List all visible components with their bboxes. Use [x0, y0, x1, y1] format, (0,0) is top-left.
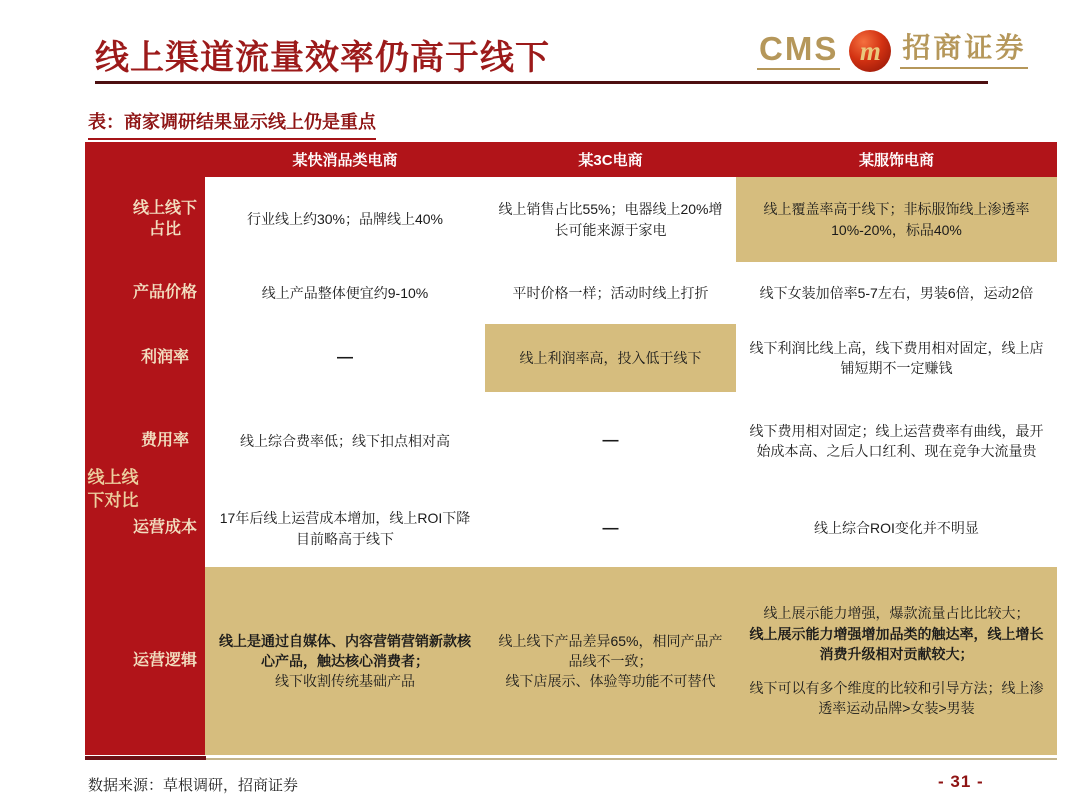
cell-profit-fmcg: — [337, 349, 353, 367]
table-heading: 表：商家调研结果显示线上仍是重点 [88, 108, 376, 140]
comparison-table [85, 142, 1057, 755]
cell-opcost-fmcg: 17年后线上运营成本增加，线上ROI下降目前略高于线下 [219, 510, 471, 547]
cell-logic-apparel-line3: 线下可以有多个维度的比较和引导方法；线上渗透率运动品牌>女装>男装 [749, 680, 1044, 717]
cell-logic-fmcg-bold: 线上是通过自媒体、内容营销营销新款核心产品，触达核心消费者； [219, 632, 471, 669]
cms-logo [757, 26, 1028, 76]
row-label-profit: 利润率 [140, 348, 189, 366]
cell-expense-3c: — [602, 432, 619, 450]
title-underline [95, 81, 988, 84]
cell-logic-fmcg [205, 567, 485, 755]
cell-expense-apparel: 线下费用相对固定；线上运营费率有曲线，最开始成本高、之后人口红利、现在竞争大流量贵 [749, 422, 1044, 459]
footer-divider-accent [85, 756, 206, 760]
cell-logic-apparel-line1: 线上展示能力增强，爆款流量占比比较大； [763, 605, 1030, 622]
cell-logic-3c [485, 567, 736, 755]
cell-price-fmcg: 线上产品整体便宜约9-10% [261, 284, 429, 301]
cell-price-3c: 平时价格一样；活动时线上打折 [512, 284, 709, 301]
data-source-note: 数据来源：草根调研，招商证券 [88, 777, 299, 794]
cell-profit-apparel: 线下利润比线上高，线下费用相对固定，线上店铺短期不一定赚钱 [749, 339, 1044, 376]
cms-logo-text: CMS [757, 32, 840, 71]
cell-opcost-3c: — [602, 519, 619, 537]
group-label-online-offline: 线上线下对比 [87, 468, 139, 510]
cell-share-3c: 线上销售占比55%；电器线上20%增长可能来源于家电 [498, 201, 723, 238]
row-label-opcost: 运营成本 [132, 519, 197, 537]
cell-logic-fmcg-regular: 线下收割传统基础产品 [275, 673, 415, 690]
page-number: - 31 - [938, 772, 984, 791]
footer-divider [85, 758, 1057, 760]
row-label-logic: 运营逻辑 [132, 651, 197, 669]
cell-logic-3c-line2: 线下店展示、体验等功能不可替代 [505, 673, 716, 690]
cell-share-apparel: 线上覆盖率高于线下；非标服饰线上渗透率10%-20%，标品40% [763, 201, 1030, 238]
cms-monogram-icon: m [849, 30, 891, 72]
row-label-expense: 费用率 [140, 431, 189, 449]
cell-logic-apparel-bold: 线上展示能力增强增加品类的触达率，线上增长消费升级相对贡献较大； [749, 625, 1044, 662]
cell-expense-fmcg: 线上综合费率低；线下扣点相对高 [240, 432, 450, 449]
cell-opcost-apparel: 线上综合ROI变化并不明显 [814, 520, 979, 537]
row-label-share: 线上线下占比 [132, 199, 197, 238]
cell-price-apparel: 线下女装加倍率5-7左右，男装6倍，运动2倍 [759, 284, 1034, 301]
cell-share-fmcg: 行业线上约30%；品牌线上40% [246, 211, 444, 228]
cell-profit-3c: 线上利润率高，投入低于线下 [519, 349, 702, 366]
column-header-fmcg: 某快消品类电商 [292, 152, 398, 169]
column-header-3c: 某3C电商 [578, 152, 643, 169]
cell-logic-3c-line1: 线上线下产品差异65%，相同产品产品线不一致； [498, 632, 723, 669]
column-header-apparel: 某服饰电商 [858, 152, 934, 169]
row-label-price: 产品价格 [132, 283, 197, 301]
brand-name: 招商证券 [900, 33, 1028, 68]
page-title: 线上渠道流量效率仍高于线下 [95, 39, 550, 77]
cell-logic-apparel [736, 567, 1057, 755]
